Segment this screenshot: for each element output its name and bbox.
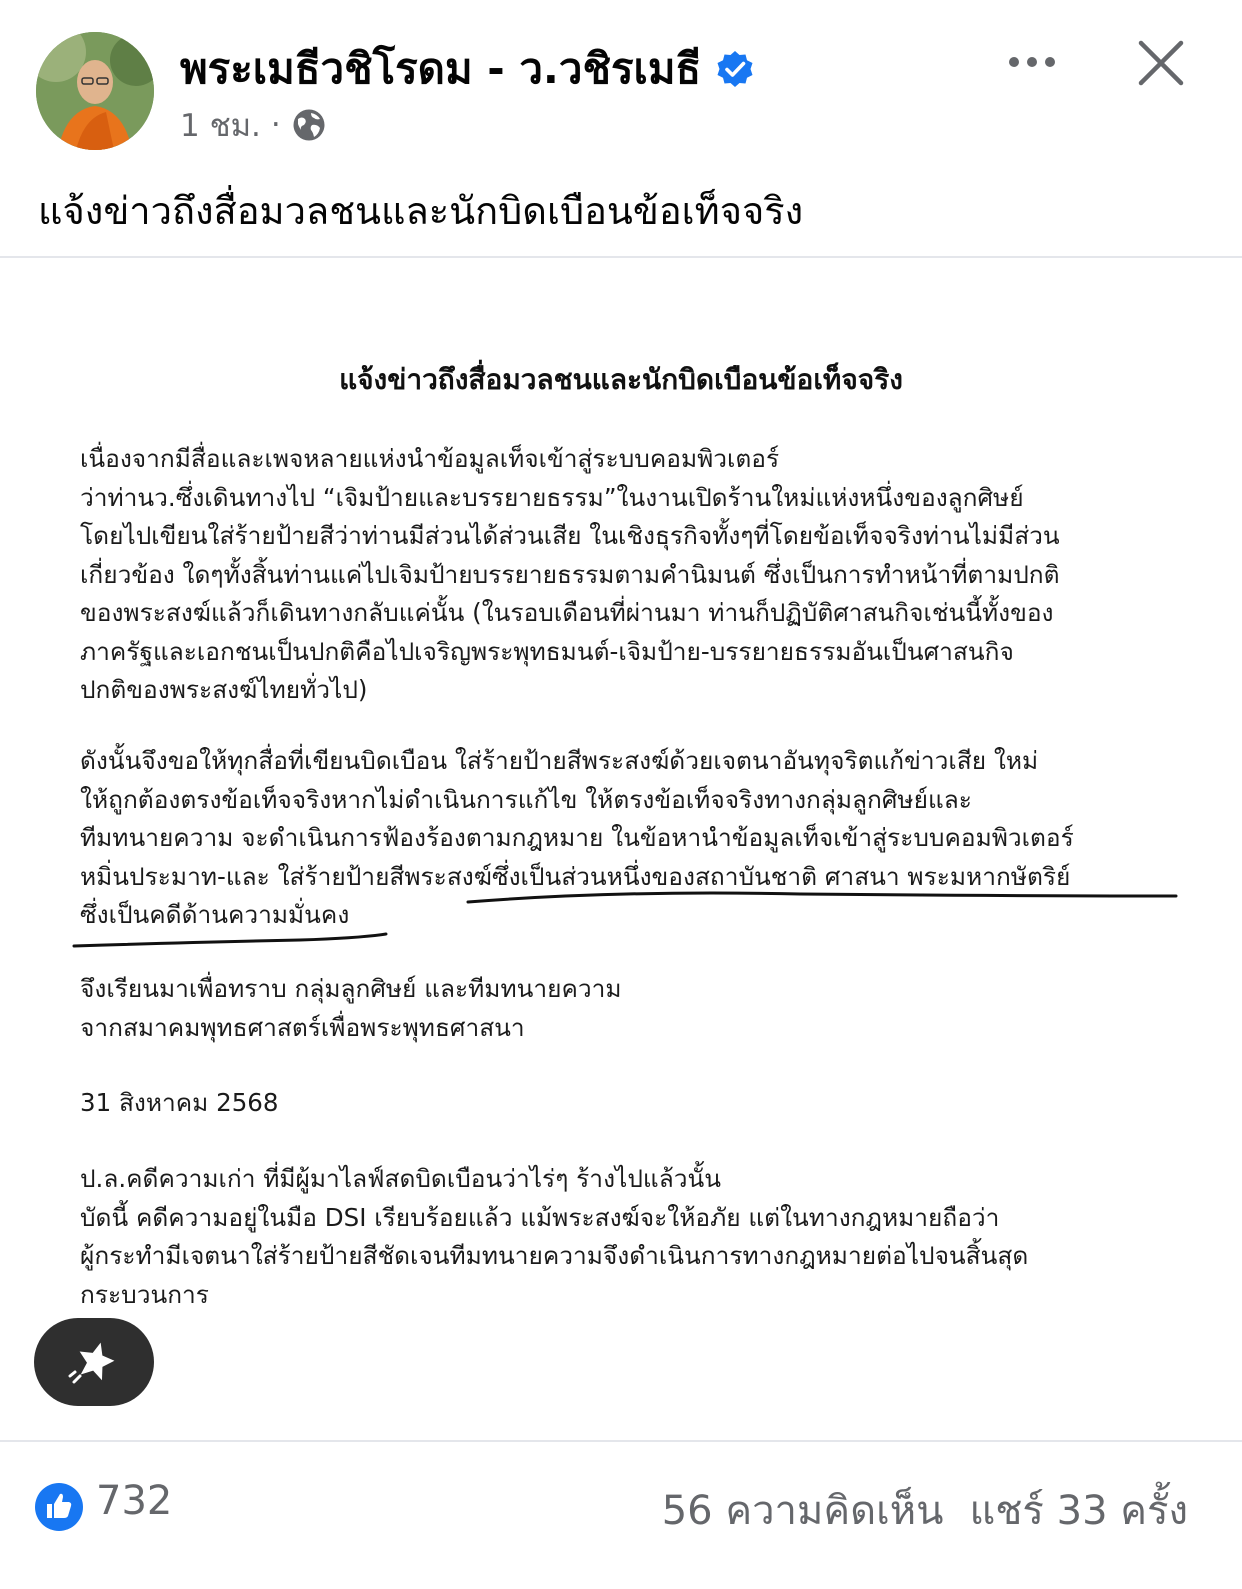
document-paragraph-1: เนื่องจากมีสื่อและเพจหลายแห่งนำข้อมูลเท็จเข้าสู่ระบบคอมพิวเตอร์ ว่าท่านว.ซึ่งเดินทางไป “เจิมป้ายและบรรยายธรรม”ในงานเปิดร้านใหม่แห่งหนึ่งของลูกศิษย์ โดยไปเขียนใส่ร้ายป้ายสีว่าท่านมีส่วนได้ส่วนเสีย ในเชิงธุรกิจทั้งๆที่โดยข้อเท็จจริงท่านไม่มีส่วน เกี่ยวข้อง ใดๆทั้งสิ้นท่านแค่ไปเจิมป้ายบรรยายธรรมตามคำนิมนต์ ซึ่งเป็นการทำหน้าที่ตามปกติ ของพระสงฆ์แล้วก็เดินทางกลับแค่นั้น (ในรอบเดือนที่ผ่านมา ท่านก็ปฏิบัติศาสนกิจเช่นนี้ทั้งของ ภาครัฐและเอกชนเป็นปกติคือไปเจริญพระพุทธมนต์-เจิมป้าย-บรรยายธรรมอันเป็นศาสนกิจ ปกติของพระสงฆ์ไทยทั่วไป) xyxy=(80,444,1060,704)
avatar[interactable] xyxy=(36,32,154,150)
document-signature: จึงเรียนมาเพื่อทราบ กลุ่มลูกศิษย์ และทีมทนายความ จากสมาคมพุทธศาสตร์เพื่อพระพุทธศาสนา xyxy=(80,974,622,1042)
post-caption: แจ้งข่าวถึงสื่อมวลชนและนักบิดเบือนข้อเท็จจริง xyxy=(38,189,804,233)
post-header xyxy=(0,0,1242,160)
like-count[interactable]: 732 xyxy=(96,1478,173,1524)
author-name[interactable] xyxy=(180,36,755,102)
caption-divider xyxy=(0,256,1242,258)
document-date: 31 สิงหาคม 2568 xyxy=(80,1088,279,1117)
more-options-icon[interactable] xyxy=(1004,44,1060,80)
post-image-document[interactable] xyxy=(0,262,1242,1442)
footer-divider xyxy=(0,1440,1242,1442)
document-paragraph-2: ดังนั้นจึงขอให้ทุกสื่อที่เขียนบิดเบือน ใส่ร้ายป้ายสีพระสงฆ์ด้วยเจตนาอันทุจริตแก้ข่าวเสีย ใหม่ ให้ถูกต้องตรงข้อเท็จจริงหากไม่ดำเนินการแก้ไข ให้ตรงข้อเท็จจริงทางกลุ่มลูกศิษย์และ ทีมทนายความ จะดำเนินการฟ้องร้องตามกฎหมาย ในข้อหานำข้อมูลเท็จเข้าสู่ระบบคอมพิวเตอร์ หมิ่นประมาท-และ ใส่ร้ายป้ายสีพระสงฆ์ซึ่งเป็นส่วนหนึ่งของสถาบันชาติ ศาสนา พระมหากษัตริย์ ซึ่งเป็นคดีด้านความมั่นคง xyxy=(80,746,1074,929)
avatar-image xyxy=(36,32,154,150)
verified-badge-icon xyxy=(715,49,755,89)
engagement-stats xyxy=(662,1478,1188,1542)
meta-separator: · xyxy=(270,107,281,143)
share-count[interactable]: แชร์ 33 ครั้ง xyxy=(969,1488,1188,1534)
author-name-text[interactable]: พระเมธีวชิโรดม - ว.วชิรเมธี xyxy=(180,44,702,93)
post-time[interactable]: 1 ชม. xyxy=(180,108,261,144)
globe-icon xyxy=(291,107,327,143)
ai-sparkle-button[interactable] xyxy=(34,1318,154,1406)
like-icon[interactable] xyxy=(34,1482,84,1532)
document-title: แจ้งข่าวถึงสื่อมวลชนและนักบิดเบือนข้อเท็จจริง xyxy=(339,363,903,396)
post-footer xyxy=(0,1444,1242,1589)
comment-count[interactable]: 56 ความคิดเห็น xyxy=(661,1488,944,1534)
sparkle-icon xyxy=(66,1336,122,1388)
close-icon[interactable] xyxy=(1134,36,1188,90)
post-meta xyxy=(180,100,327,150)
document-postscript: ป.ล.คดีความเก่า ที่มีผู้มาไลฟ์สดบิดเบือนว่าไร่ๆ ร้างไปแล้วนั้น บัดนี้ คดีความอยู่ในมือ DSI เรียบร้อยแล้ว แม้พระสงฆ์จะให้อภัย แต่ในทางกฎหมายถือว่า ผู้กระทำมีเจตนาใส่ร้ายป้ายสีชัดเจนทีมทนายความจึงดำเนินการทางกฎหมายต่อไปจนสิ้นสุด กระบวนการ xyxy=(80,1164,1029,1309)
